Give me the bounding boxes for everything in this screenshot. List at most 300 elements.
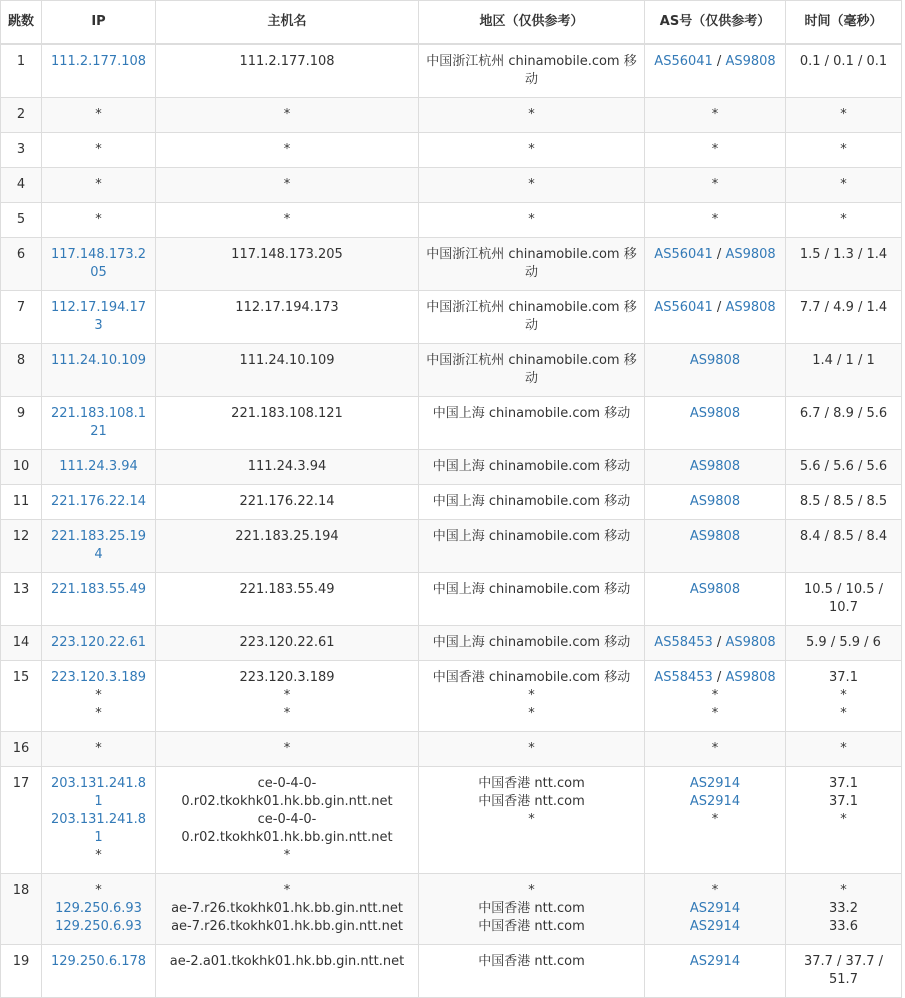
cell-region	[419, 485, 645, 520]
time-text: 5.9 / 5.9 / 6	[806, 635, 881, 650]
time-text: *	[840, 812, 847, 827]
ip-link[interactable]: 223.120.3.189	[50, 670, 147, 685]
as-line	[651, 176, 779, 194]
cell-host	[156, 874, 419, 945]
cell-hop: 4	[1, 168, 42, 203]
as-link[interactable]: AS56041	[654, 247, 713, 262]
cell-host	[156, 98, 419, 133]
cell-host	[156, 661, 419, 732]
cell-region	[419, 238, 645, 291]
hostname-text: 111.2.177.108	[239, 54, 335, 69]
cell-time	[786, 203, 902, 238]
as-timeout: *	[711, 883, 719, 898]
ip-link[interactable]: 221.183.55.49	[50, 582, 147, 597]
region-text: *	[528, 177, 535, 192]
table-row	[1, 945, 902, 998]
cell-as	[645, 44, 786, 98]
cell-time	[786, 767, 902, 874]
hostname-text: 223.120.3.189	[239, 670, 335, 685]
as-line	[651, 953, 779, 971]
region-text: 中国上海 chinamobile.com 移动	[432, 582, 631, 597]
cell-ip	[42, 767, 156, 874]
cell-as	[645, 520, 786, 573]
ip-timeout: *	[95, 177, 102, 192]
as-link[interactable]: AS2914	[689, 919, 741, 934]
cell-ip	[42, 520, 156, 573]
table-row	[1, 520, 902, 573]
cell-region	[419, 450, 645, 485]
cell-host	[156, 485, 419, 520]
cell-ip	[42, 450, 156, 485]
cell-time	[786, 945, 902, 998]
as-link[interactable]: AS56041	[654, 300, 713, 315]
as-link[interactable]: AS9808	[725, 247, 776, 262]
as-link[interactable]: AS2914	[689, 954, 741, 969]
table-row	[1, 203, 902, 238]
cell-ip	[42, 168, 156, 203]
cell-hop: 13	[1, 573, 42, 626]
cell-ip	[42, 133, 156, 168]
cell-as	[645, 291, 786, 344]
ip-link[interactable]: 223.120.22.61	[50, 635, 147, 650]
ip-timeout: *	[95, 107, 102, 122]
ip-link[interactable]: 221.183.25.194	[50, 529, 147, 562]
cell-host	[156, 626, 419, 661]
as-line	[651, 740, 779, 758]
cell-hop: 6	[1, 238, 42, 291]
as-timeout: *	[711, 212, 719, 227]
as-link[interactable]: AS9808	[689, 406, 741, 421]
cell-as	[645, 133, 786, 168]
cell-time	[786, 661, 902, 732]
cell-hop: 12	[1, 520, 42, 573]
as-timeout: *	[711, 741, 719, 756]
as-link[interactable]: AS9808	[689, 494, 741, 509]
as-line	[651, 918, 779, 936]
cell-region	[419, 98, 645, 133]
hostname-text: 221.176.22.14	[239, 494, 335, 509]
cell-host	[156, 238, 419, 291]
as-line	[651, 811, 779, 829]
as-line	[651, 900, 779, 918]
table-row	[1, 133, 902, 168]
hostname-text: *	[283, 741, 291, 756]
cell-as	[645, 238, 786, 291]
column-header-as: AS号（仅供参考）	[645, 1, 786, 45]
cell-ip	[42, 485, 156, 520]
cell-host	[156, 203, 419, 238]
hostname-text: 223.120.22.61	[239, 635, 335, 650]
region-text: 中国上海 chinamobile.com 移动	[432, 459, 631, 474]
cell-hop: 2	[1, 98, 42, 133]
table-header-row	[1, 1, 902, 45]
column-header-time: 时间（毫秒）	[786, 1, 902, 45]
cell-ip	[42, 98, 156, 133]
cell-time	[786, 450, 902, 485]
hostname-text: *	[283, 107, 291, 122]
cell-ip	[42, 945, 156, 998]
ip-timeout: *	[95, 142, 102, 157]
cell-hop: 14	[1, 626, 42, 661]
cell-region	[419, 874, 645, 945]
table-row	[1, 291, 902, 344]
as-link[interactable]: AS2914	[689, 776, 741, 791]
hostname-text: *	[283, 177, 291, 192]
region-text: 中国浙江杭州 chinamobile.com 移动	[426, 247, 637, 280]
region-text: *	[528, 107, 535, 122]
cell-host	[156, 44, 419, 98]
time-text: *	[840, 883, 847, 898]
as-timeout: *	[711, 142, 719, 157]
cell-ip	[42, 626, 156, 661]
cell-host	[156, 450, 419, 485]
cell-hop: 8	[1, 344, 42, 397]
cell-ip	[42, 661, 156, 732]
cell-as	[645, 661, 786, 732]
ip-timeout: *	[95, 741, 102, 756]
table-row	[1, 485, 902, 520]
region-text: *	[528, 741, 535, 756]
as-line	[651, 53, 779, 71]
cell-as	[645, 485, 786, 520]
hostname-text: 111.24.3.94	[247, 459, 327, 474]
cell-as	[645, 732, 786, 767]
ip-link[interactable]: 111.24.10.109	[50, 353, 147, 368]
ip-link[interactable]: 111.24.3.94	[59, 459, 138, 474]
time-text: 33.6	[829, 919, 858, 934]
cell-host	[156, 397, 419, 450]
cell-time	[786, 626, 902, 661]
cell-time	[786, 44, 902, 98]
time-text: 33.2	[829, 901, 858, 916]
cell-ip	[42, 238, 156, 291]
as-line	[651, 528, 779, 546]
hostname-text: *	[283, 706, 291, 721]
ip-link[interactable]: 117.148.173.205	[50, 247, 147, 280]
region-text: 中国香港 ntt.com	[478, 776, 585, 791]
cell-as	[645, 397, 786, 450]
cell-as	[645, 168, 786, 203]
cell-hop: 11	[1, 485, 42, 520]
as-link[interactable]: AS9808	[689, 529, 741, 544]
cell-hop: 17	[1, 767, 42, 874]
cell-time	[786, 291, 902, 344]
region-text: *	[528, 142, 535, 157]
time-text: *	[840, 142, 847, 157]
ip-link[interactable]: 221.176.22.14	[50, 494, 147, 509]
cell-region	[419, 573, 645, 626]
cell-host	[156, 520, 419, 573]
cell-ip	[42, 874, 156, 945]
table-row	[1, 573, 902, 626]
cell-region	[419, 133, 645, 168]
cell-host	[156, 767, 419, 874]
hostname-text: ae-7.r26.tkokhk01.hk.bb.gin.ntt.net	[171, 919, 403, 934]
cell-as	[645, 626, 786, 661]
cell-time	[786, 238, 902, 291]
table-row	[1, 238, 902, 291]
cell-time	[786, 133, 902, 168]
hostname-text: ce-0-4-0-0.r02.tkokhk01.hk.bb.gin.ntt.net	[181, 776, 393, 809]
ip-link[interactable]: 203.131.241.81	[50, 812, 147, 845]
as-line	[651, 458, 779, 476]
region-text: 中国香港 chinamobile.com 移动	[432, 670, 631, 685]
hostname-text: *	[283, 212, 291, 227]
time-text: 37.7 / 37.7 / 51.7	[803, 954, 884, 987]
as-separator: /	[712, 300, 726, 315]
cell-region	[419, 767, 645, 874]
cell-as	[645, 874, 786, 945]
region-text: 中国浙江杭州 chinamobile.com 移动	[426, 353, 637, 386]
time-text: 0.1 / 0.1 / 0.1	[799, 54, 888, 69]
cell-host	[156, 732, 419, 767]
as-link[interactable]: AS9808	[725, 300, 776, 315]
ip-link[interactable]: 112.17.194.173	[50, 300, 147, 333]
time-text: 1.5 / 1.3 / 1.4	[799, 247, 888, 262]
table-body	[1, 44, 902, 998]
cell-hop: 15	[1, 661, 42, 732]
as-timeout: *	[711, 177, 719, 192]
cell-host	[156, 344, 419, 397]
as-line	[651, 352, 779, 370]
cell-hop: 1	[1, 44, 42, 98]
cell-as	[645, 573, 786, 626]
cell-host	[156, 291, 419, 344]
as-line	[651, 299, 779, 317]
as-line	[651, 211, 779, 229]
time-text: *	[840, 107, 847, 122]
time-text: *	[840, 212, 847, 227]
time-text: 37.1	[829, 670, 858, 685]
cell-region	[419, 397, 645, 450]
as-line	[651, 141, 779, 159]
as-link[interactable]: AS2914	[689, 901, 741, 916]
hostname-text: *	[283, 688, 291, 703]
hostname-text: 221.183.55.49	[239, 582, 335, 597]
cell-host	[156, 168, 419, 203]
table-row	[1, 168, 902, 203]
cell-hop: 7	[1, 291, 42, 344]
region-text: 中国上海 chinamobile.com 移动	[432, 529, 631, 544]
cell-ip	[42, 397, 156, 450]
cell-as	[645, 450, 786, 485]
as-link[interactable]: AS9808	[725, 54, 776, 69]
cell-host	[156, 573, 419, 626]
cell-region	[419, 291, 645, 344]
as-line	[651, 669, 779, 687]
cell-time	[786, 98, 902, 133]
cell-host	[156, 133, 419, 168]
as-separator: /	[712, 635, 726, 650]
region-text: *	[528, 706, 535, 721]
hostname-text: *	[283, 883, 291, 898]
time-text: 5.6 / 5.6 / 5.6	[799, 459, 888, 474]
hostname-text: *	[283, 142, 291, 157]
region-text: 中国上海 chinamobile.com 移动	[432, 635, 631, 650]
time-text: *	[840, 177, 847, 192]
as-link[interactable]: AS9808	[689, 459, 741, 474]
as-link[interactable]: AS9808	[725, 670, 776, 685]
time-text: 7.7 / 4.9 / 1.4	[799, 300, 888, 315]
ip-timeout: *	[95, 688, 102, 703]
table-row	[1, 874, 902, 945]
cell-hop: 5	[1, 203, 42, 238]
cell-ip	[42, 732, 156, 767]
as-link[interactable]: AS58453	[654, 670, 713, 685]
as-line	[651, 581, 779, 599]
cell-region	[419, 520, 645, 573]
time-text: *	[840, 688, 847, 703]
as-separator: /	[712, 54, 726, 69]
column-header-region: 地区（仅供参考）	[419, 1, 645, 45]
region-text: *	[528, 688, 535, 703]
column-header-hop: 跳数	[1, 1, 42, 45]
region-text: 中国浙江杭州 chinamobile.com 移动	[426, 54, 637, 87]
as-separator: /	[712, 670, 726, 685]
as-link[interactable]: AS9808	[725, 635, 776, 650]
region-text: 中国上海 chinamobile.com 移动	[432, 406, 631, 421]
as-line	[651, 106, 779, 124]
ip-timeout: *	[95, 706, 102, 721]
as-link[interactable]: AS9808	[689, 353, 741, 368]
cell-time	[786, 344, 902, 397]
as-link[interactable]: AS58453	[654, 635, 713, 650]
table-row	[1, 732, 902, 767]
cell-region	[419, 203, 645, 238]
region-text: *	[528, 812, 535, 827]
time-text: 8.4 / 8.5 / 8.4	[799, 529, 888, 544]
cell-ip	[42, 291, 156, 344]
hostname-text: ae-2.a01.tkokhk01.hk.bb.gin.ntt.net	[169, 954, 405, 969]
as-separator: /	[712, 247, 726, 262]
ip-link[interactable]: 129.250.6.93	[55, 901, 142, 916]
cell-ip	[42, 203, 156, 238]
cell-time	[786, 874, 902, 945]
time-text: 8.5 / 8.5 / 8.5	[799, 494, 888, 509]
table-row	[1, 44, 902, 98]
as-link[interactable]: AS2914	[689, 794, 741, 809]
as-line	[651, 705, 779, 723]
table-row	[1, 626, 902, 661]
as-line	[651, 882, 779, 900]
as-timeout: *	[711, 706, 719, 721]
hostname-text: 221.183.25.194	[235, 529, 339, 544]
cell-hop: 9	[1, 397, 42, 450]
table-row	[1, 767, 902, 874]
ip-timeout: *	[95, 883, 102, 898]
time-text: 37.1	[829, 794, 858, 809]
as-link[interactable]: AS9808	[689, 582, 741, 597]
cell-time	[786, 485, 902, 520]
time-text: *	[840, 741, 847, 756]
cell-region	[419, 626, 645, 661]
cell-time	[786, 397, 902, 450]
hostname-text: 117.148.173.205	[231, 247, 343, 262]
cell-as	[645, 945, 786, 998]
ip-link[interactable]: 221.183.108.121	[50, 406, 147, 439]
table-row	[1, 661, 902, 732]
region-text: 中国浙江杭州 chinamobile.com 移动	[426, 300, 637, 333]
as-line	[651, 246, 779, 264]
cell-region	[419, 732, 645, 767]
cell-time	[786, 732, 902, 767]
time-text: 10.5 / 10.5 / 10.7	[803, 582, 884, 615]
ip-link[interactable]: 129.250.6.178	[50, 954, 147, 969]
time-text: 37.1	[829, 776, 858, 791]
time-text: *	[840, 706, 847, 721]
table-row	[1, 344, 902, 397]
cell-as	[645, 98, 786, 133]
hostname-text: *	[283, 848, 291, 863]
ip-link[interactable]: 203.131.241.81	[50, 776, 147, 809]
cell-region	[419, 44, 645, 98]
table-row	[1, 397, 902, 450]
cell-ip	[42, 44, 156, 98]
cell-host	[156, 945, 419, 998]
cell-time	[786, 573, 902, 626]
cell-hop: 18	[1, 874, 42, 945]
column-header-ip: IP	[42, 1, 156, 45]
region-text: 中国香港 ntt.com	[478, 794, 585, 809]
cell-hop: 10	[1, 450, 42, 485]
table-row	[1, 98, 902, 133]
hostname-text: 111.24.10.109	[239, 353, 335, 368]
as-line	[651, 405, 779, 423]
cell-region	[419, 168, 645, 203]
region-text: 中国香港 ntt.com	[478, 919, 585, 934]
cell-region	[419, 344, 645, 397]
region-text: *	[528, 212, 535, 227]
region-text: 中国香港 ntt.com	[478, 954, 585, 969]
as-timeout: *	[711, 688, 719, 703]
as-line	[651, 793, 779, 811]
cell-time	[786, 520, 902, 573]
cell-region	[419, 661, 645, 732]
cell-hop: 3	[1, 133, 42, 168]
cell-as	[645, 203, 786, 238]
time-text: 1.4 / 1 / 1	[812, 353, 875, 368]
ip-link[interactable]: 129.250.6.93	[55, 919, 142, 934]
hostname-text: ae-7.r26.tkokhk01.hk.bb.gin.ntt.net	[171, 901, 403, 916]
hostname-text: ce-0-4-0-0.r02.tkokhk01.hk.bb.gin.ntt.net	[181, 812, 393, 845]
cell-as	[645, 767, 786, 874]
as-link[interactable]: AS56041	[654, 54, 713, 69]
table-row	[1, 450, 902, 485]
ip-timeout: *	[95, 848, 102, 863]
time-text: 6.7 / 8.9 / 5.6	[799, 406, 888, 421]
region-text: 中国香港 ntt.com	[478, 901, 585, 916]
region-text: 中国上海 chinamobile.com 移动	[432, 494, 631, 509]
as-timeout: *	[711, 812, 719, 827]
as-line	[651, 634, 779, 652]
ip-timeout: *	[95, 212, 102, 227]
as-line	[651, 493, 779, 511]
region-text: *	[528, 883, 535, 898]
as-line	[651, 775, 779, 793]
cell-hop: 16	[1, 732, 42, 767]
cell-hop: 19	[1, 945, 42, 998]
cell-ip	[42, 344, 156, 397]
hostname-text: 112.17.194.173	[235, 300, 339, 315]
as-line	[651, 687, 779, 705]
as-timeout: *	[711, 107, 719, 122]
cell-ip	[42, 573, 156, 626]
column-header-host: 主机名	[156, 1, 419, 45]
cell-region	[419, 945, 645, 998]
hostname-text: 221.183.108.121	[231, 406, 343, 421]
ip-link[interactable]: 111.2.177.108	[50, 54, 147, 69]
cell-as	[645, 344, 786, 397]
